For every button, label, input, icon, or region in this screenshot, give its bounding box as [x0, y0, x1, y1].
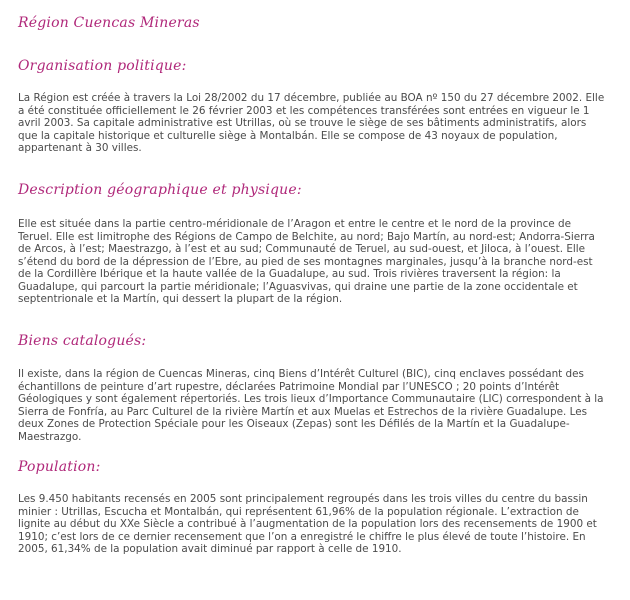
- section-text-organisation: La Région est créée à travers la Loi 28/2002 du 17 décembre, publiée au BOA nº 150 du 27 décembre 2002. Elle a été constituée officiellement le 26 février 2003 et les compétences transférées sont entrées en vigueur le 1 avril 2003. Sa capitale administrative est Utrillas, où se trouve le siège de ses bâtiments administratifs, alors que la capitale historique et culturelle siège à Montalbán. Elle se compose de 43 noyaux de population, appartenant à 30 villes.: [18, 92, 605, 154]
- section-heading-description: Description géographique et physique:: [18, 182, 302, 198]
- page-title: Région Cuencas Mineras: [18, 15, 200, 31]
- section-heading-organisation: Organisation politique:: [18, 58, 187, 74]
- section-text-biens: Il existe, dans la région de Cuencas Mineras, cinq Biens d’Intérêt Culturel (BIC), cinq enclaves possédant des échantillons de peinture d’art rupestre, déclarées Patrimoine Mondial par l’UNESCO ; 20 points d’Intérêt Géologiques y sont également répertoriés. Les trois lieux d’Importance Communautaire (LIC) correspondent à la Sierra de Fonfría, au Parc Culturel de la rivière Martín et aux Muelas et Estrechos de la rivière Guadalupe. Les deux Zones de Protection Spéciale pour les Oiseaux (Zepas) sont les Défilés de la Martín et la Guadalupe-Maestrazgo.: [18, 368, 604, 443]
- section-text-population: Les 9.450 habitants recensés en 2005 sont principalement regroupés dans les trois villes du centre du bassin minier : Utrillas, Escucha et Montalbán, qui représentent 61,96% de la population régionale. L’extraction de lignite au début du XXe Siècle a contribué à l’augmentation de la population lors des recensements de 1900 et 1910; c’est lors de ce dernier recensement que l’on a enregistré le chiffre le plus élevé de toute l’histoire. En 2005, 61,34% de la population avait diminué par rapport à celle de 1910.: [18, 493, 597, 555]
- section-heading-population: Population:: [18, 459, 101, 475]
- section-text-description: Elle est située dans la partie centro-méridionale de l’Aragon et entre le centre et le nord de la province de Teruel. Elle est limitrophe des Régions de Campo de Belchite, au nord; Bajo Martín, au nord-est; Andorra-Sierra de Arcos, à l’est; Maestrazgo, à l’est et au sud; Communauté de Teruel, au sud-ouest, et Jiloca, à l’ouest. Elle s’étend du bord de la dépression de l’Ebre, au pied de ses montagnes marginales, jusqu’à la branche nord-est de la Cordillère Ibérique et la haute vallée de la Guadalupe, au sud. Trois rivières traversent la région: la Guadalupe, qui parcourt la partie méridionale; l’Aguasvivas, qui draine une partie de la zone occidentale et septentrionale et la Martín, qui dessert la plupart de la région.: [18, 218, 595, 305]
- section-heading-biens: Biens catalogués:: [18, 333, 147, 349]
